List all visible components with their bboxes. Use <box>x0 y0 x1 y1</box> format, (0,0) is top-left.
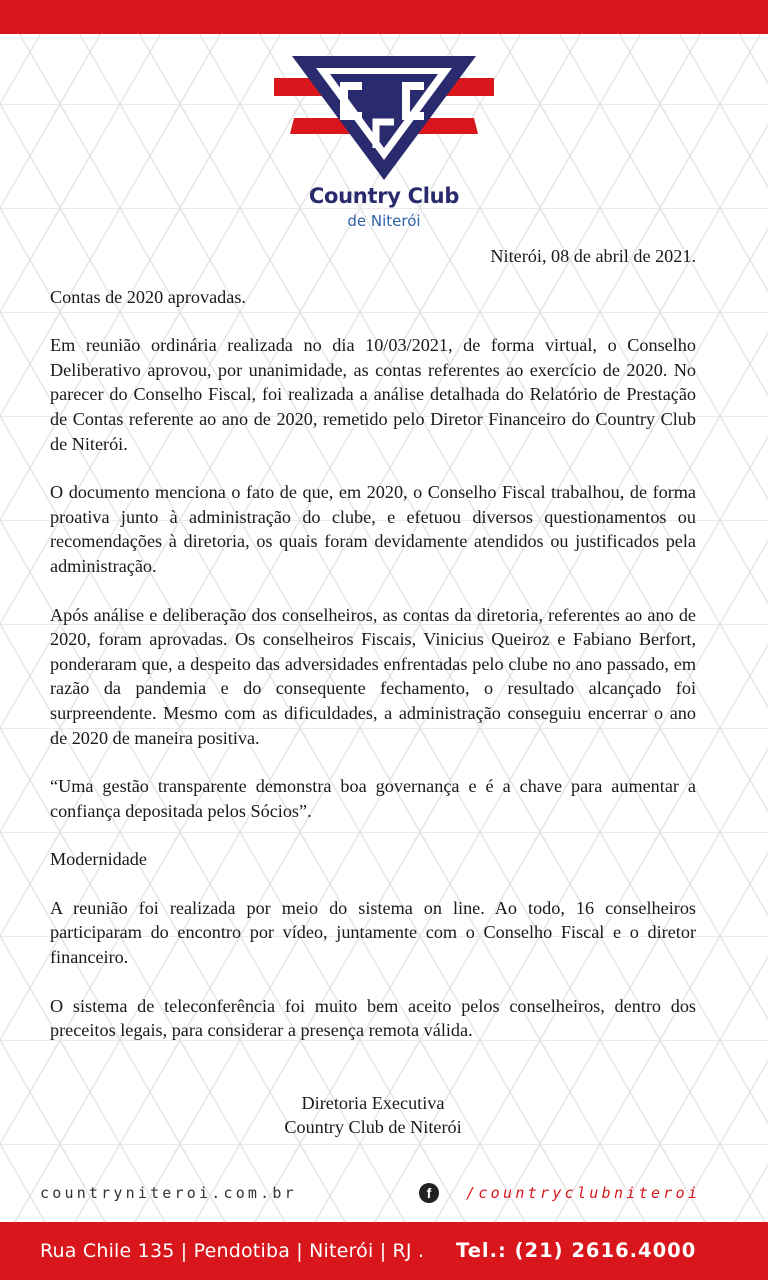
paragraph: O documento menciona o fato de que, em 2020, o Conselho Fiscal trabalhou, de forma proativa junto à administração do clube, e efetuou diversos questionamentos ou recomendações à diretoria, os quais foram devidamente atendidos ou justificados pela administração. <box>50 482 696 576</box>
club-logo <box>270 52 498 232</box>
logo-subtitle: de Niterói <box>347 212 421 230</box>
section-heading: Modernidade <box>50 849 147 870</box>
club-emblem-icon <box>270 52 498 182</box>
paragraph: Após análise e deliberação dos conselheiros, as contas da diretoria, referentes ao ano de 2020, foram aprovadas. Os conselheiros Fiscais, Vinicius Queiroz e Fabiano Berfort, ponderaram que, a despeito das adversidades enfrentadas pelo clube no ano passado, em razão da pandemia e do consequente fechamento, o resultado alcançado foi surpreendente. Mesmo com as dificuldades, a administração conseguiu encerrar o ano de 2020 de maneira positiva. <box>50 604 696 748</box>
facebook-icon[interactable]: f <box>419 1183 439 1203</box>
phone-text[interactable]: Tel.: (21) 2616.4000 <box>456 1239 697 1262</box>
signature-line-1: Diretoria Executiva <box>301 1092 445 1113</box>
letter-date: Niterói, 08 de abril de 2021. <box>490 246 696 266</box>
bottom-red-bar <box>0 1222 768 1280</box>
letter-body <box>50 244 696 1140</box>
logo-name: Country Club <box>308 184 460 208</box>
address-text: Rua Chile 135 | Pendotiba | Niterói | RJ . <box>40 1240 425 1262</box>
facebook-handle-link[interactable]: /countryclubniteroi <box>466 1184 701 1202</box>
quote-paragraph: “Uma gestão transparente demonstra boa governança e é a chave para aumentar a confiança depositada pelos Sócios”. <box>50 776 696 821</box>
paragraph: Em reunião ordinária realizada no dia 10/03/2021, de forma virtual, o Conselho Deliberativo aprovou, por unanimidade, as contas referentes ao exercício de 2020. No parecer do Conselho Fiscal, foi realizada a análise detalhada do Relatório de Prestação de Contas referente ao ano de 2020, remetido pelo Diretor Financeiro do Country Club de Niterói. <box>50 335 696 454</box>
top-red-bar <box>0 0 768 34</box>
paragraph: O sistema de teleconferência foi muito bem aceito pelos conselheiros, dentro dos preceitos legais, para considerar a presença remota válida. <box>50 995 696 1041</box>
signature-line-2: Country Club de Niterói <box>284 1117 462 1138</box>
website-link[interactable]: countryniteroi.com.br <box>40 1184 297 1202</box>
footer-contact-line <box>0 1182 768 1208</box>
letter-subject: Contas de 2020 aprovadas. <box>50 286 246 307</box>
paragraph: A reunião foi realizada por meio do sistema on line. Ao todo, 16 conselheiros participaram do encontro por vídeo, juntamente com o Conselho Fiscal e o diretor financeiro. <box>50 897 696 968</box>
